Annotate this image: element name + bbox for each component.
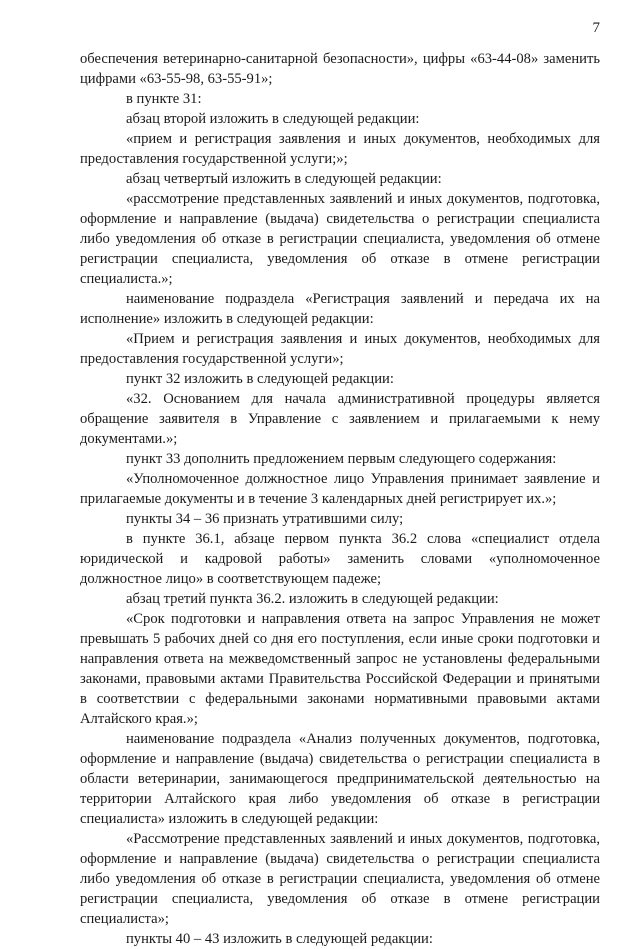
paragraph-9: пункт 32 изложить в следующей редакции: (126, 371, 394, 387)
paragraph-8: «Прием и регистрация заявления и иных документов, необходимых для предоставления государственной услуги»; (80, 331, 600, 367)
paragraph-4: «прием и регистрация заявления и иных документов, необходимых для предоставления государственной услуги;»; (80, 131, 600, 167)
paragraph-10: «32. Основанием для начала административной процедуры является обращение заявителя в Управление с заявлением и прилагаемыми к нему документами.»; (80, 391, 600, 447)
paragraph-19: пункты 40 – 43 изложить в следующей редакции: (126, 931, 433, 947)
paragraph-13: пункты 34 – 36 признать утратившими силу; (126, 511, 404, 527)
paragraph-6: «рассмотрение представленных заявлений и иных документов, подготовка, оформление и направление (выдача) свидетельства о регистрации специалиста либо уведомления об отказе в регистрации специалиста, уведомления об отмене регистрации специалиста, уведомления об отказе в отмене регистрации специалиста.»; (80, 191, 600, 287)
paragraph-18: «Рассмотрение представленных заявлений и иных документов, подготовка, оформление и направление (выдача) свидетельства о регистрации специалиста либо уведомления об отказе в регистрации специалиста, уведомления об отмене регистрации специалиста, уведомления об отказе в отмене регистрации специалиста»; (80, 831, 600, 927)
paragraph-11: пункт 33 дополнить предложением первым следующего содержания: (126, 451, 557, 467)
paragraph-12: «Уполномоченное должностное лицо Управления принимает заявление и прилагаемые документы и в течение 3 календарных дней регистрирует их.»; (80, 471, 600, 507)
document-body (80, 49, 600, 949)
paragraph-16: «Срок подготовки и направления ответа на запрос Управления не может превышать 5 рабочих дней со дня его поступления, если иные сроки подготовки и направления ответа на межведомственный запрос не установлены федеральными законами, правовыми актами Правительства Российской Федерации и принятыми в соответствии с федеральными законами нормативными правовыми актами Алтайского края.»; (80, 611, 600, 727)
paragraph-5: абзац четвертый изложить в следующей редакции: (126, 171, 442, 187)
paragraph-15: абзац третий пункта 36.2. изложить в следующей редакции: (126, 591, 499, 607)
paragraph-7: наименование подраздела «Регистрация заявлений и передача их на исполнение» изложить в следующей редакции: (80, 291, 600, 327)
paragraph-3: абзац второй изложить в следующей редакции: (126, 111, 420, 127)
paragraph-1: обеспечения ветеринарно-санитарной безопасности», цифры «63-44-08» заменить цифрами «63-55-98, 63-55-91»; (80, 51, 600, 87)
paragraph-17: наименование подраздела «Анализ полученных документов, подготовка, оформление и направление (выдача) свидетельства о регистрации специалиста в области ветеринарии, занимающегося предпринимательской деятельностью на территории Алтайского края либо уведомления об отказе в регистрации специалиста» изложить в следующей редакции: (80, 731, 600, 827)
paragraph-2: в пункте 31: (126, 91, 202, 107)
paragraph-14: в пункте 36.1, абзаце первом пункта 36.2 слова «специалист отдела юридической и кадровой работы» заменить словами «уполномоченное должностное лицо» в соответствующем падеже; (80, 531, 600, 587)
page-number: 7 (592, 20, 600, 36)
